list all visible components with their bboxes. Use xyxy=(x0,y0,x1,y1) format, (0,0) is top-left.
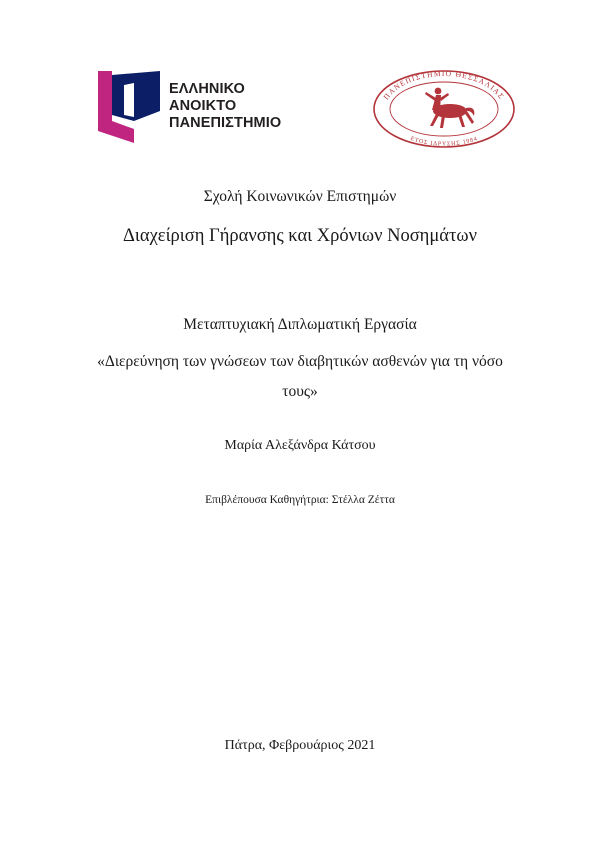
hou-emblem-icon xyxy=(98,71,164,143)
hellenic-open-university-logo xyxy=(98,71,288,143)
thesis-type: Μεταπτυχιακή Διπλωματική Εργασία xyxy=(183,316,417,333)
centaur-icon xyxy=(425,88,474,128)
thesis-title xyxy=(0,347,600,407)
program-name: Διαχείριση Γήρανσης και Χρόνιων Νοσημάτων xyxy=(123,226,477,246)
hou-wordmark-line-2: ΑΝΟΙΚΤΟ xyxy=(169,98,237,114)
thesis-title-line-1: «Διερεύνηση των γνώσεων των διαβητικών ασθενών για τη νόσο xyxy=(97,353,503,370)
seal-top-text: ΠΑΝΕΠΙΣΤΗΜΙΟ ΘΕΣΣΑΛΙΑΣ xyxy=(381,68,507,102)
supervisor-line: Επιβλέπουσα Καθηγήτρια: Στέλλα Ζέττα xyxy=(205,494,395,506)
hou-wordmark-line-3: ΠΑΝΕΠΙΣΤΗΜΙΟ xyxy=(169,115,282,131)
seal-bottom-text: ΕΤΟΣ ΙΔΡΥΣΗΣ 1984 xyxy=(409,135,479,148)
svg-text:ΕΤΟΣ ΙΔΡΥΣΗΣ 1984 xyxy=(409,136,478,148)
hou-wordmark-line-1: ΕΛΛΗΝΙΚΟ xyxy=(169,81,245,97)
university-of-thessaly-seal xyxy=(370,68,518,150)
thesis-title-line-2: τους» xyxy=(282,383,318,400)
hou-wordmark xyxy=(169,81,281,132)
author-name: Μαρία Αλεξάνδρα Κάτσου xyxy=(224,438,376,453)
place-and-date: Πάτρα, Φεβρουάριος 2021 xyxy=(224,738,376,753)
school-name: Σχολή Κοινωνικών Επιστημών xyxy=(203,188,397,205)
